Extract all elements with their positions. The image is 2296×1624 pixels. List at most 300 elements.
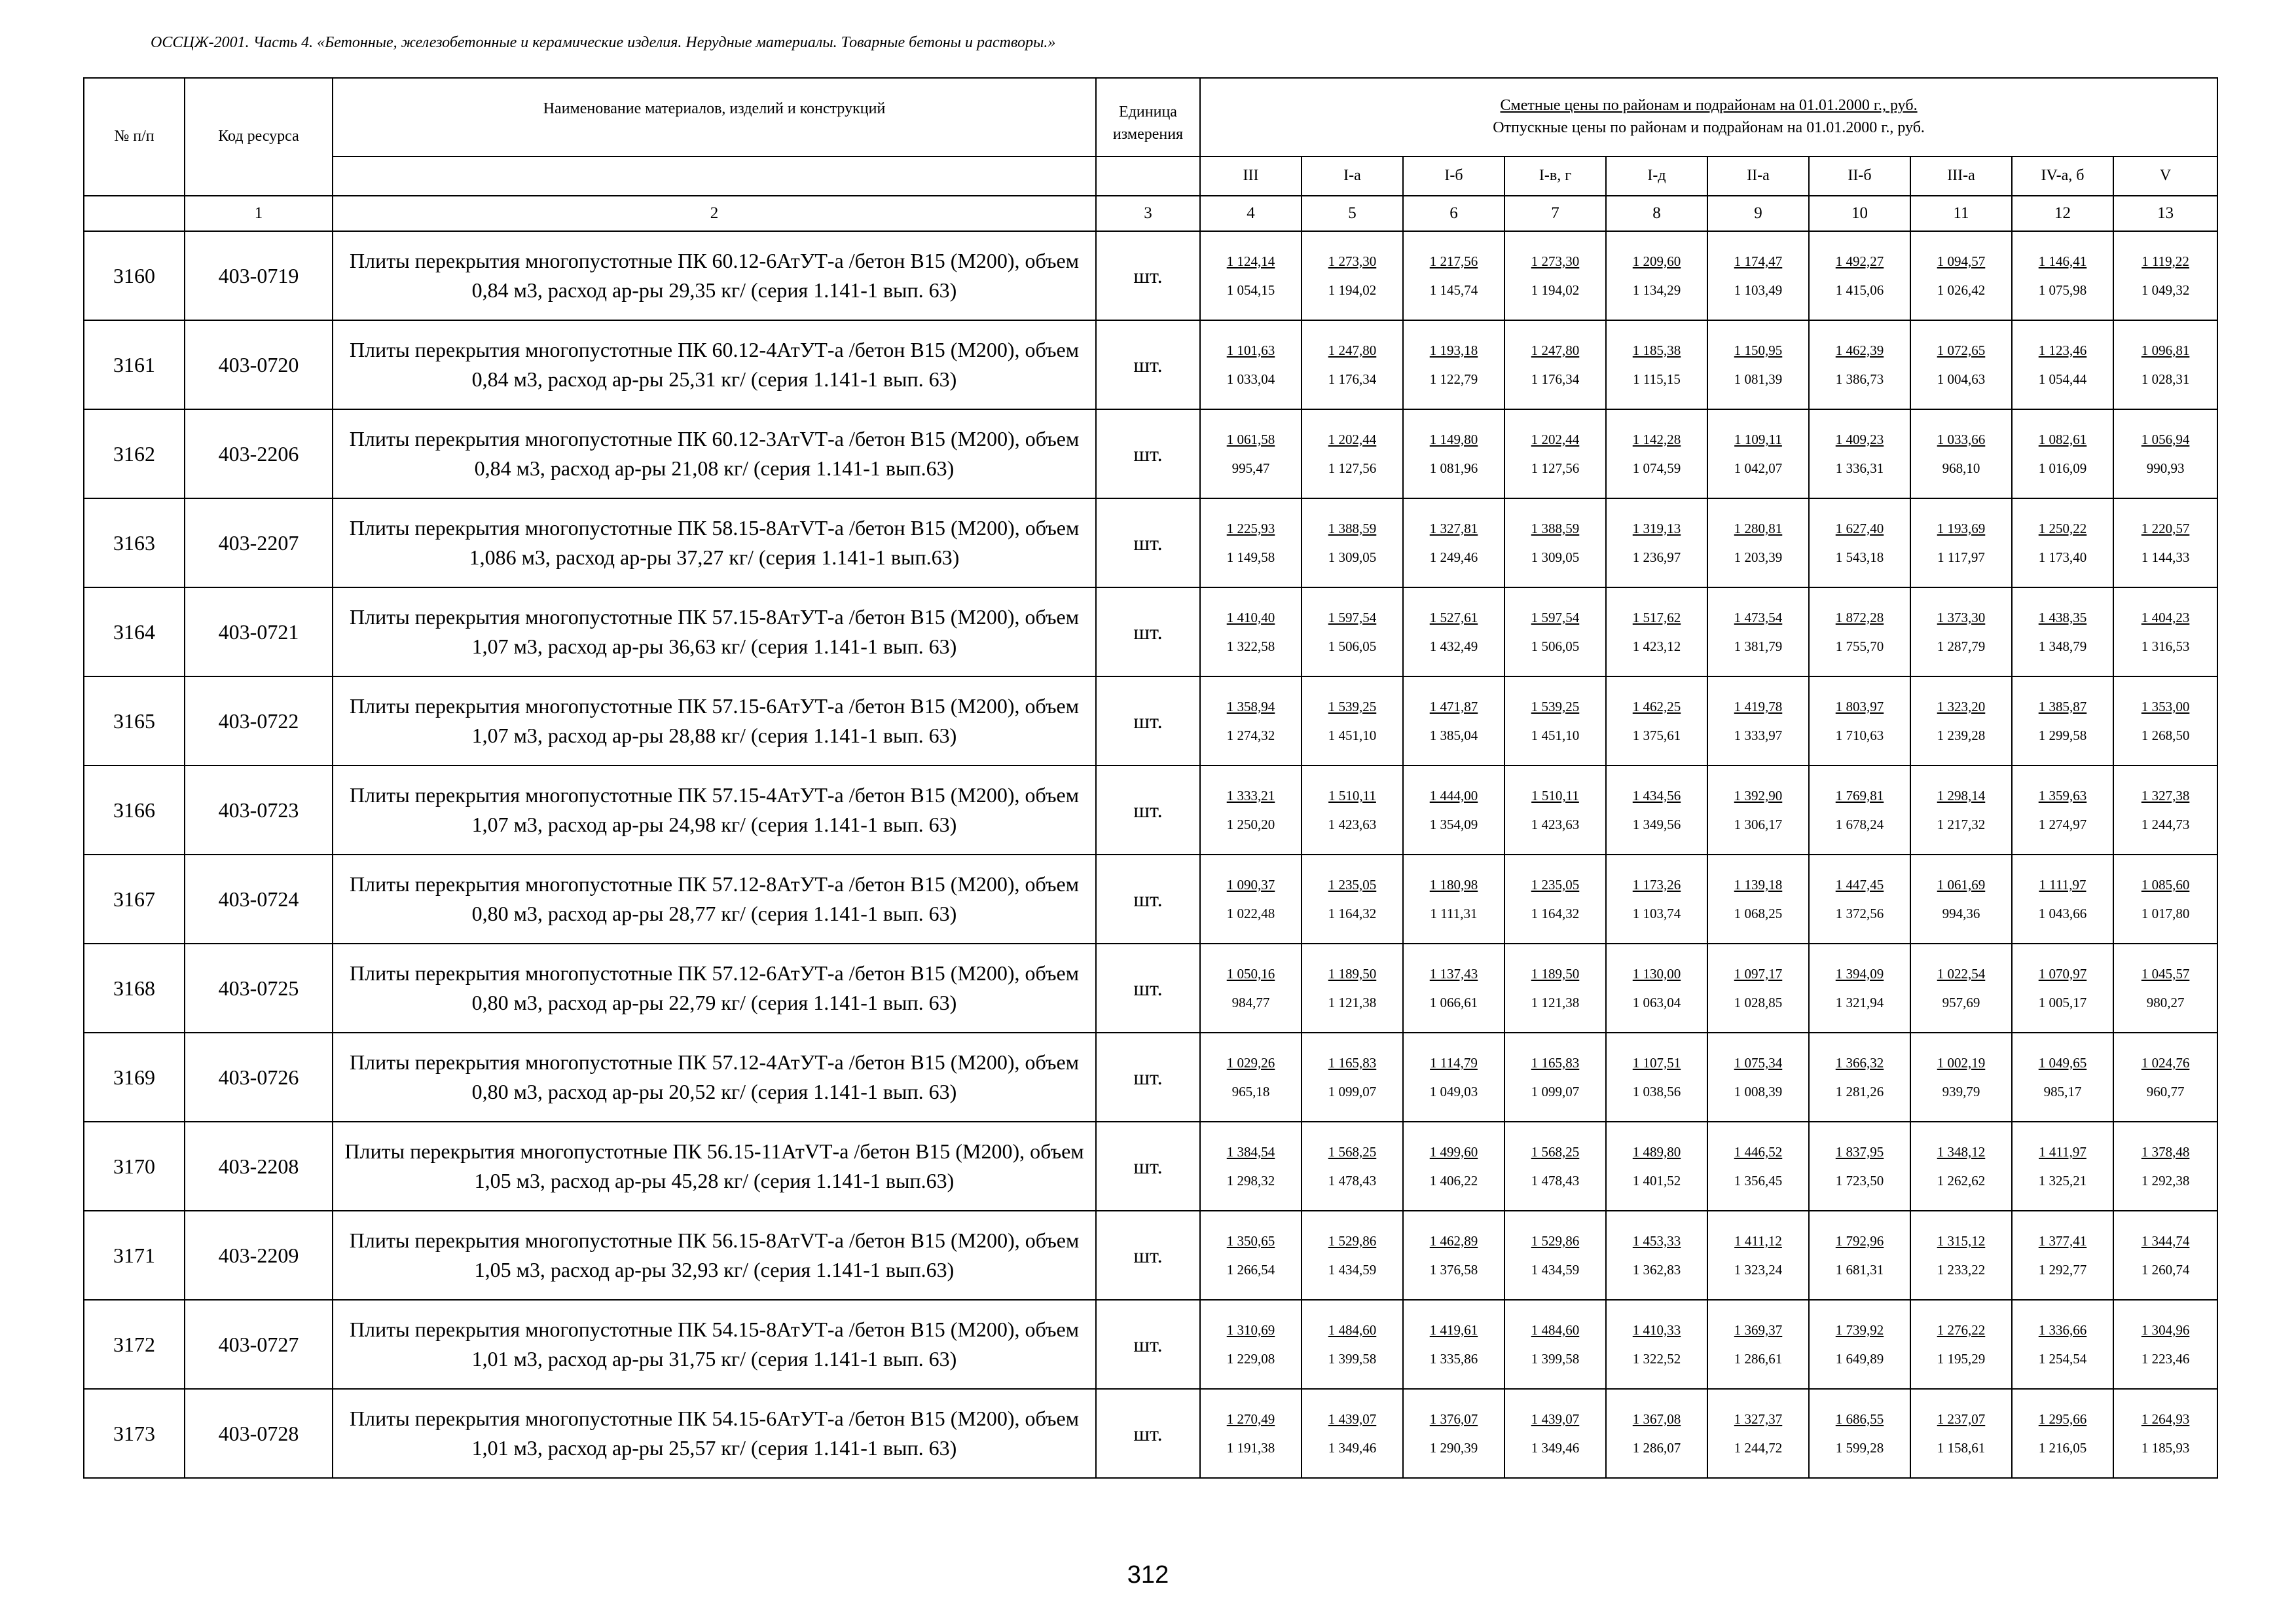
- price-cell: [1200, 1389, 1302, 1478]
- release-price: 1 236,97: [1632, 549, 1681, 565]
- resource-code: 403-0726: [185, 1033, 333, 1122]
- release-price: 1 649,89: [1835, 1351, 1884, 1367]
- estimate-price: 1 410,33: [1632, 1321, 1681, 1338]
- release-price: 1 506,05: [1531, 638, 1580, 654]
- estimate-price: 1 409,23: [1835, 431, 1884, 447]
- column-number: 6: [1403, 196, 1504, 231]
- release-price: 1 268,50: [2141, 728, 2190, 743]
- release-price: 1 399,58: [1328, 1351, 1377, 1367]
- column-number: 13: [2113, 196, 2217, 231]
- price-cell: [1809, 587, 1910, 676]
- item-name: Плиты перекрытия многопустотные ПК 57.15-6АтУТ-а /бетон В15 (М200), объем 1,07 м3, расход ар-ры 28,88 кг/ (серия 1.141-1 вып. 63): [333, 676, 1096, 766]
- price-cell: [1504, 1211, 1606, 1300]
- release-price: 1 022,48: [1226, 906, 1275, 921]
- column-number: 9: [1707, 196, 1809, 231]
- estimate-price: 1 024,76: [2141, 1054, 2190, 1071]
- estimate-price: 1 384,54: [1226, 1143, 1275, 1160]
- estimate-price: 1 217,56: [1429, 253, 1478, 269]
- row-number: 3163: [84, 498, 185, 587]
- price-cell: [1403, 766, 1504, 855]
- table-row: [84, 498, 2217, 587]
- price-cell: [1403, 587, 1504, 676]
- table-row: [84, 855, 2217, 944]
- estimate-price: 1 510,11: [1328, 787, 1376, 803]
- row-number: 3164: [84, 587, 185, 676]
- price-cell: [1302, 1033, 1403, 1122]
- estimate-price: 1 189,50: [1531, 965, 1580, 982]
- release-price: 1 375,61: [1632, 728, 1681, 743]
- estimate-price: 1 270,49: [1226, 1411, 1275, 1427]
- release-price: 1 451,10: [1531, 728, 1580, 743]
- release-price: 1 233,22: [1937, 1262, 1986, 1278]
- estimate-price: 1 369,37: [1734, 1321, 1783, 1338]
- release-price: 1 286,07: [1632, 1440, 1681, 1456]
- release-price: 1 117,97: [1937, 549, 1985, 565]
- release-price: 1 755,70: [1835, 638, 1884, 654]
- release-price: 939,79: [1942, 1084, 1980, 1099]
- estimate-price: 1 149,80: [1429, 431, 1478, 447]
- header-row: [84, 157, 2217, 196]
- estimate-price: 1 323,20: [1937, 698, 1986, 714]
- row-number: 3167: [84, 855, 185, 944]
- release-price: 1 081,96: [1429, 460, 1478, 476]
- release-price: 1 164,32: [1531, 906, 1580, 921]
- release-price: 1 004,63: [1937, 371, 1986, 387]
- release-price: 1 216,05: [2038, 1440, 2087, 1456]
- row-number: 3160: [84, 231, 185, 320]
- estimate-price: 1 769,81: [1835, 787, 1884, 803]
- column-header-prices: [1200, 78, 2217, 157]
- estimate-price: 1 627,40: [1835, 520, 1884, 536]
- release-price: 1 306,17: [1734, 817, 1783, 832]
- price-cell: [1910, 587, 2012, 676]
- release-price: 1 203,39: [1734, 549, 1783, 565]
- price-cell: [1302, 320, 1403, 409]
- estimate-price: 1 462,25: [1632, 698, 1681, 714]
- resource-code: 403-2208: [185, 1122, 333, 1211]
- release-price: 994,36: [1942, 906, 1980, 921]
- estimate-price: 1 130,00: [1632, 965, 1681, 982]
- price-cell: [2113, 231, 2217, 320]
- price-cell: [2113, 1389, 2217, 1478]
- release-price: 1 164,32: [1328, 906, 1377, 921]
- estimate-price: 1 327,38: [2141, 787, 2190, 803]
- price-cell: [1809, 320, 1910, 409]
- price-cell: [2012, 231, 2113, 320]
- document-header: ОССЦЖ-2001. Часть 4. «Бетонные, железобетонные и керамические изделия. Нерудные материалы. Товарные бетоны и растворы.»: [151, 34, 1056, 51]
- release-price: 1 309,05: [1328, 549, 1377, 565]
- price-cell: [1707, 231, 1809, 320]
- release-price: 1 401,52: [1632, 1173, 1681, 1189]
- estimate-price: 1 336,66: [2038, 1321, 2087, 1338]
- column-number: 10: [1809, 196, 1910, 231]
- release-price: 1 176,34: [1531, 371, 1580, 387]
- release-price: 1 434,59: [1531, 1262, 1580, 1278]
- release-price: 1 290,39: [1429, 1440, 1478, 1456]
- release-price: 1 250,20: [1226, 817, 1275, 832]
- price-cell: [1707, 1389, 1809, 1478]
- estimate-price: 1 344,74: [2141, 1232, 2190, 1249]
- estimate-price: 1 333,21: [1226, 787, 1275, 803]
- price-cell: [2113, 1300, 2217, 1389]
- release-price: 1 260,74: [2141, 1262, 2190, 1278]
- price-cell: [2012, 1122, 2113, 1211]
- release-price: 1 074,59: [1632, 460, 1681, 476]
- unit-cell: шт.: [1096, 409, 1200, 498]
- release-price: 1 217,32: [1937, 817, 1986, 832]
- release-price: 1 423,12: [1632, 638, 1681, 654]
- price-cell: [1606, 855, 1707, 944]
- release-price: 1 068,25: [1734, 906, 1783, 921]
- estimate-price: 1 837,95: [1835, 1143, 1884, 1160]
- price-cell: [1707, 676, 1809, 766]
- column-number: 12: [2012, 196, 2113, 231]
- estimate-price: 1 373,30: [1937, 609, 1986, 625]
- estimate-price: 1 419,78: [1734, 698, 1783, 714]
- price-cell: [1809, 1300, 1910, 1389]
- estimate-price: 1 444,00: [1429, 787, 1478, 803]
- estimate-price: 1 686,55: [1835, 1411, 1884, 1427]
- release-price: 1 158,61: [1937, 1440, 1986, 1456]
- price-cell: [2012, 1033, 2113, 1122]
- release-price: 1 099,07: [1531, 1084, 1580, 1099]
- estimate-price: 1 114,79: [1430, 1054, 1478, 1071]
- release-price: 1 173,40: [2038, 549, 2087, 565]
- unit-cell: шт.: [1096, 231, 1200, 320]
- price-cell: [1403, 498, 1504, 587]
- table-row: [84, 320, 2217, 409]
- item-name: Плиты перекрытия многопустотные ПК 54.15-8АтУТ-а /бетон В15 (М200), объем 1,01 м3, расход ар-ры 31,75 кг/ (серия 1.141-1 вып. 63): [333, 1300, 1096, 1389]
- column-header-num: № п/п: [84, 78, 185, 196]
- price-cell: [1606, 498, 1707, 587]
- release-price: 984,77: [1231, 995, 1270, 1010]
- release-price: 1 599,28: [1835, 1440, 1884, 1456]
- price-cell: [1504, 676, 1606, 766]
- price-cell: [1504, 587, 1606, 676]
- estimate-price: 1 002,19: [1937, 1054, 1986, 1071]
- release-price: 1 292,77: [2038, 1262, 2087, 1278]
- column-header-name: Наименование материалов, изделий и конструкций: [333, 78, 1096, 157]
- estimate-price: 1 142,28: [1632, 431, 1681, 447]
- prices-title-estimate: Сметные цены по районам и подрайонам на 01.01.2000 г., руб.: [1500, 97, 1918, 115]
- table-row: [84, 587, 2217, 676]
- release-price: 1 399,58: [1531, 1351, 1580, 1367]
- estimate-price: 1 082,61: [2038, 431, 2087, 447]
- estimate-price: 1 492,27: [1835, 253, 1884, 269]
- estimate-price: 1 499,60: [1429, 1143, 1478, 1160]
- release-price: 1 423,63: [1328, 817, 1377, 832]
- price-cell: [1200, 766, 1302, 855]
- estimate-price: 1 273,30: [1328, 253, 1377, 269]
- price-cell: [2113, 409, 2217, 498]
- release-price: 965,18: [1231, 1084, 1270, 1099]
- column-number: 7: [1504, 196, 1606, 231]
- release-price: 1 099,07: [1328, 1084, 1377, 1099]
- price-cell: [1809, 766, 1910, 855]
- release-price: 1 194,02: [1328, 282, 1377, 298]
- release-price: 1 121,38: [1328, 995, 1377, 1010]
- estimate-price: 1 061,69: [1937, 876, 1986, 893]
- release-price: 1 176,34: [1328, 371, 1377, 387]
- price-cell: [2113, 1211, 2217, 1300]
- estimate-price: 1 315,12: [1937, 1232, 1986, 1249]
- estimate-price: 1 264,93: [2141, 1411, 2190, 1427]
- release-price: 1 710,63: [1835, 728, 1884, 743]
- row-number: 3172: [84, 1300, 185, 1389]
- release-price: 1 229,08: [1226, 1351, 1275, 1367]
- release-price: 1 008,39: [1734, 1084, 1783, 1099]
- price-cell: [2012, 676, 2113, 766]
- column-header-unit: Единица измерения: [1096, 78, 1200, 157]
- price-cell: [1910, 855, 2012, 944]
- estimate-price: 1 235,05: [1328, 876, 1377, 893]
- price-cell: [1910, 320, 2012, 409]
- estimate-price: 1 107,51: [1632, 1054, 1681, 1071]
- estimate-price: 1 447,45: [1835, 876, 1884, 893]
- release-price: 1 249,46: [1429, 549, 1478, 565]
- price-table: [83, 77, 2218, 1479]
- release-price: 1 323,24: [1734, 1262, 1783, 1278]
- estimate-price: 1 189,50: [1328, 965, 1377, 982]
- estimate-price: 1 137,43: [1429, 965, 1478, 982]
- release-price: 1 043,66: [2038, 906, 2087, 921]
- unit-cell: шт.: [1096, 855, 1200, 944]
- release-price: 1 244,73: [2141, 817, 2190, 832]
- release-price: 1 381,79: [1734, 638, 1783, 654]
- estimate-price: 1 096,81: [2141, 342, 2190, 358]
- estimate-price: 1 295,66: [2038, 1411, 2087, 1427]
- table-row: [84, 944, 2217, 1033]
- price-cell: [1302, 1211, 1403, 1300]
- price-cell: [1200, 1211, 1302, 1300]
- column-number: 1: [185, 196, 333, 231]
- item-name: Плиты перекрытия многопустотные ПК 58.15-8АтVТ-а /бетон В15 (М200), объем 1,086 м3, расход ар-ры 37,27 кг/ (серия 1.141-1 вып.63): [333, 498, 1096, 587]
- price-cell: [1707, 409, 1809, 498]
- estimate-price: 1 061,58: [1226, 431, 1275, 447]
- estimate-price: 1 462,89: [1429, 1232, 1478, 1249]
- estimate-price: 1 471,87: [1429, 698, 1478, 714]
- row-number: 3161: [84, 320, 185, 409]
- unit-cell: шт.: [1096, 766, 1200, 855]
- price-cell: [1302, 766, 1403, 855]
- price-cell: [1504, 1033, 1606, 1122]
- price-cell: [1606, 320, 1707, 409]
- estimate-price: 1 527,61: [1429, 609, 1478, 625]
- release-price: 1 423,63: [1531, 817, 1580, 832]
- release-price: 1 432,49: [1429, 638, 1478, 654]
- price-cell: [1910, 1300, 2012, 1389]
- price-cell: [1707, 1211, 1809, 1300]
- release-price: 1 354,09: [1429, 817, 1478, 832]
- price-cell: [1403, 320, 1504, 409]
- price-cell: [1403, 1300, 1504, 1389]
- estimate-price: 1 353,00: [2141, 698, 2190, 714]
- release-price: 1 239,28: [1937, 728, 1986, 743]
- estimate-price: 1 097,17: [1734, 965, 1783, 982]
- region-header: II-б: [1809, 157, 1910, 196]
- item-name: Плиты перекрытия многопустотные ПК 60.12-4АтУТ-а /бетон В15 (М200), объем 0,84 м3, расход ар-ры 25,31 кг/ (серия 1.141-1 вып. 63): [333, 320, 1096, 409]
- estimate-price: 1 473,54: [1734, 609, 1783, 625]
- price-cell: [2012, 409, 2113, 498]
- region-header: III-а: [1910, 157, 2012, 196]
- price-cell: [1504, 320, 1606, 409]
- release-price: 1 385,04: [1429, 728, 1478, 743]
- release-price: 1 478,43: [1328, 1173, 1377, 1189]
- release-price: 1 478,43: [1531, 1173, 1580, 1189]
- estimate-price: 1 280,81: [1734, 520, 1783, 536]
- release-price: 1 049,32: [2141, 282, 2190, 298]
- release-price: 1 336,31: [1835, 460, 1884, 476]
- estimate-price: 1 050,16: [1226, 965, 1275, 982]
- region-header: I-д: [1606, 157, 1707, 196]
- estimate-price: 1 348,12: [1937, 1143, 1986, 1160]
- estimate-price: 1 462,39: [1835, 342, 1884, 358]
- column-header-name-cont: [333, 157, 1096, 196]
- estimate-price: 1 453,33: [1632, 1232, 1681, 1249]
- price-cell: [1504, 231, 1606, 320]
- estimate-price: 1 419,61: [1429, 1321, 1478, 1338]
- row-number: 3162: [84, 409, 185, 498]
- estimate-price: 1 033,66: [1937, 431, 1986, 447]
- price-cell: [2012, 587, 2113, 676]
- release-price: 1 028,31: [2141, 371, 2190, 387]
- estimate-price: 1 539,25: [1328, 698, 1377, 714]
- release-price: 1 103,49: [1734, 282, 1783, 298]
- price-cell: [1910, 676, 2012, 766]
- estimate-price: 1 165,83: [1531, 1054, 1580, 1071]
- price-cell: [1606, 944, 1707, 1033]
- price-cell: [1200, 1033, 1302, 1122]
- item-name: Плиты перекрытия многопустотные ПК 60.12-6АтУТ-а /бетон В15 (М200), объем 0,84 м3, расход ар-ры 29,35 кг/ (серия 1.141-1 вып. 63): [333, 231, 1096, 320]
- release-price: 1 286,61: [1734, 1351, 1783, 1367]
- estimate-price: 1 484,60: [1328, 1321, 1377, 1338]
- price-cell: [1606, 1389, 1707, 1478]
- price-cell: [1200, 409, 1302, 498]
- price-cell: [1707, 587, 1809, 676]
- price-cell: [1403, 676, 1504, 766]
- unit-cell: шт.: [1096, 1300, 1200, 1389]
- row-number: 3165: [84, 676, 185, 766]
- estimate-price: 1 225,93: [1226, 520, 1275, 536]
- estimate-price: 1 319,13: [1632, 520, 1681, 536]
- estimate-price: 1 193,18: [1429, 342, 1478, 358]
- table-row: [84, 1389, 2217, 1478]
- column-number: 2: [333, 196, 1096, 231]
- release-price: 1 349,56: [1632, 817, 1681, 832]
- price-cell: [2012, 1211, 2113, 1300]
- estimate-price: 1 247,80: [1328, 342, 1377, 358]
- column-header-code: Код ресурса: [185, 78, 333, 196]
- estimate-price: 1 123,46: [2038, 342, 2087, 358]
- estimate-price: 1 146,41: [2038, 253, 2087, 269]
- estimate-price: 1 489,80: [1632, 1143, 1681, 1160]
- resource-code: 403-0720: [185, 320, 333, 409]
- estimate-price: 1 111,97: [2039, 876, 2086, 893]
- row-number: 3170: [84, 1122, 185, 1211]
- release-price: 990,93: [2146, 460, 2185, 476]
- price-cell: [1403, 944, 1504, 1033]
- price-cell: [1302, 855, 1403, 944]
- estimate-price: 1 220,57: [2141, 520, 2190, 536]
- release-price: 1 195,29: [1937, 1351, 1986, 1367]
- release-price: 1 274,97: [2038, 817, 2087, 832]
- release-price: 1 356,45: [1734, 1173, 1783, 1189]
- release-price: 1 434,59: [1328, 1262, 1377, 1278]
- price-cell: [1606, 676, 1707, 766]
- price-cell: [1809, 855, 1910, 944]
- price-cell: [2113, 498, 2217, 587]
- price-cell: [1403, 1122, 1504, 1211]
- item-name: Плиты перекрытия многопустотные ПК 57.12-6АтУТ-а /бетон В15 (М200), объем 0,80 м3, расход ар-ры 22,79 кг/ (серия 1.141-1 вып. 63): [333, 944, 1096, 1033]
- release-price: 1 017,80: [2141, 906, 2190, 921]
- item-name: Плиты перекрытия многопустотные ПК 56.15-11АтVТ-а /бетон В15 (М200), объем 1,05 м3, расход ар-ры 45,28 кг/ (серия 1.141-1 вып.63): [333, 1122, 1096, 1211]
- estimate-price: 1 139,18: [1734, 876, 1783, 893]
- release-price: 1 287,79: [1937, 638, 1986, 654]
- unit-cell: шт.: [1096, 1389, 1200, 1478]
- release-price: 1 042,07: [1734, 460, 1783, 476]
- release-price: 1 075,98: [2038, 282, 2087, 298]
- table-row: [84, 1122, 2217, 1211]
- release-price: 1 543,18: [1835, 549, 1884, 565]
- price-cell: [2113, 1033, 2217, 1122]
- resource-code: 403-0721: [185, 587, 333, 676]
- row-number: 3168: [84, 944, 185, 1033]
- price-cell: [2113, 587, 2217, 676]
- item-name: Плиты перекрытия многопустотные ПК 54.15-6АтУТ-а /бетон В15 (М200), объем 1,01 м3, расход ар-ры 25,57 кг/ (серия 1.141-1 вып. 63): [333, 1389, 1096, 1478]
- estimate-price: 1 597,54: [1531, 609, 1580, 625]
- price-cell: [2012, 1389, 2113, 1478]
- price-cell: [1910, 409, 2012, 498]
- price-cell: [1809, 944, 1910, 1033]
- prices-title-release: Отпускные цены по районам и подрайонам на 01.01.2000 г., руб.: [1493, 119, 1925, 136]
- estimate-price: 1 235,05: [1531, 876, 1580, 893]
- estimate-price: 1 568,25: [1328, 1143, 1377, 1160]
- price-cell: [1910, 944, 2012, 1033]
- resource-code: 403-0728: [185, 1389, 333, 1478]
- release-price: 1 005,17: [2038, 995, 2087, 1010]
- release-price: 1 333,97: [1734, 728, 1783, 743]
- price-cell: [1707, 1300, 1809, 1389]
- release-price: 1 127,56: [1328, 460, 1377, 476]
- resource-code: 403-0724: [185, 855, 333, 944]
- estimate-price: 1 173,26: [1632, 876, 1681, 893]
- item-name: Плиты перекрытия многопустотные ПК 57.12-8АтУТ-а /бетон В15 (М200), объем 0,80 м3, расход ар-ры 28,77 кг/ (серия 1.141-1 вып. 63): [333, 855, 1096, 944]
- price-cell: [1809, 1389, 1910, 1478]
- estimate-price: 1 739,92: [1835, 1321, 1884, 1338]
- column-number: 3: [1096, 196, 1200, 231]
- estimate-price: 1 250,22: [2038, 520, 2087, 536]
- release-price: 1 266,54: [1226, 1262, 1275, 1278]
- release-price: 1 386,73: [1835, 371, 1884, 387]
- release-price: 960,77: [2146, 1084, 2185, 1099]
- price-cell: [1504, 1389, 1606, 1478]
- price-cell: [1809, 676, 1910, 766]
- price-cell: [1403, 1033, 1504, 1122]
- price-cell: [1302, 498, 1403, 587]
- price-cell: [2012, 944, 2113, 1033]
- price-cell: [1403, 231, 1504, 320]
- price-cell: [1504, 409, 1606, 498]
- resource-code: 403-2207: [185, 498, 333, 587]
- price-cell: [1504, 1300, 1606, 1389]
- release-price: 1 325,21: [2038, 1173, 2087, 1189]
- release-price: 1 028,85: [1734, 995, 1783, 1010]
- price-cell: [1403, 409, 1504, 498]
- price-cell: [1606, 1033, 1707, 1122]
- unit-cell: шт.: [1096, 498, 1200, 587]
- estimate-price: 1 388,59: [1531, 520, 1580, 536]
- estimate-price: 1 174,47: [1734, 253, 1783, 269]
